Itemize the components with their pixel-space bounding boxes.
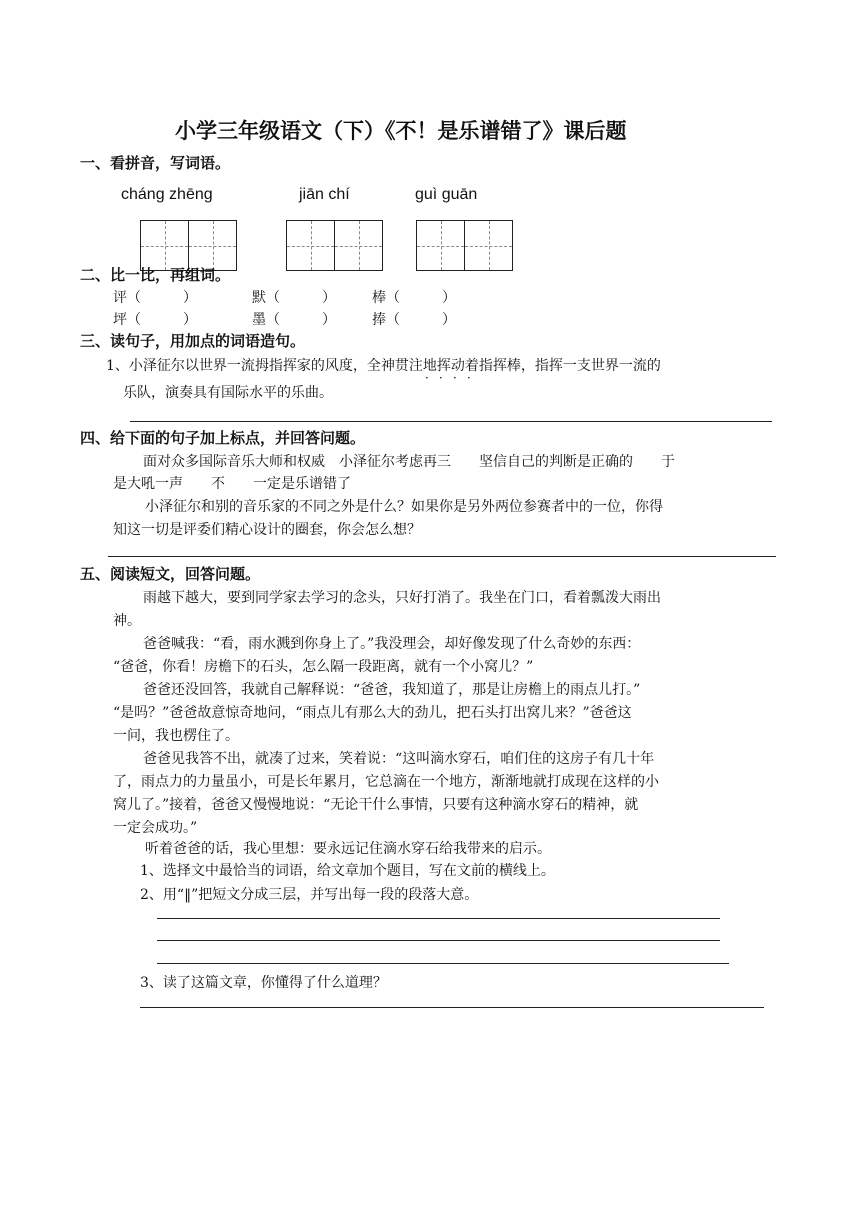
reading-line: 爸爸喊我：“看，雨水溅到你身上了。”我没理会，却好像发现了什么奇妙的东西： — [143, 636, 641, 652]
answer-line[interactable] — [157, 918, 720, 919]
compare-item: 墨（ ） — [252, 312, 336, 328]
reading-line: 雨越下越大，要到同学家去学习的念头，只好打消了。我坐在门口，看着瓢泼大雨出 — [143, 590, 661, 606]
answer-line[interactable] — [130, 421, 772, 422]
reading-line: 爸爸见我答不出，就凑了过来，笑着说：“这叫滴水穿石，咱们住的这房子有几十年 — [143, 751, 655, 767]
answer-line[interactable] — [108, 556, 776, 557]
emphasis-dot: · — [467, 371, 471, 385]
question-3: 3、读了这篇文章，你懂得了什么道理？ — [140, 975, 387, 991]
compare-item: 评（ ） — [113, 290, 197, 306]
passage-line: 是大吼一声 不 一定是乐谱错了 — [113, 476, 351, 492]
pinyin-2: jiān chí — [299, 186, 350, 203]
section-3-heading: 三、读句子，用加点的词语造句。 — [80, 332, 306, 350]
reading-line: “爸爸，你看！房檐下的石头，怎么隔一段距离，就有一个小窝儿？” — [113, 659, 534, 675]
reading-line: 窝儿了。”接着，爸爸又慢慢地说：“无论干什么事情，只要有这种滴水穿石的精神，就 — [113, 797, 639, 813]
section-1-heading: 一、看拼音，写词语。 — [80, 154, 231, 172]
compare-item: 棒（ ） — [372, 290, 456, 306]
reading-line: 听着爸爸的话，我心里想：要永远记住滴水穿石给我带来的启示。 — [145, 841, 551, 857]
emphasis-dot: · — [453, 371, 457, 385]
compare-item: 捧（ ） — [372, 312, 456, 328]
reading-line: 一定会成功。” — [113, 820, 198, 836]
question-line: 知这一切是评委们精心设计的圈套，你会怎么想？ — [113, 522, 421, 538]
section-2-heading: 二、比一比，再组词。 — [80, 266, 231, 284]
passage-line: 面对众多国际音乐大师和权威 小泽征尔考虑再三 坚信自己的判断是正确的 于 — [143, 454, 675, 470]
reading-line: 了，雨点力的力量虽小，可是长年累月，它总滴在一个地方，渐渐地就打成现在这样的小 — [113, 774, 659, 790]
writing-grid-3[interactable] — [416, 220, 513, 271]
question-1: 1、选择文中最恰当的词语，给文章加个题目，写在文前的横线上。 — [140, 863, 555, 879]
reading-line: 神。 — [113, 613, 141, 629]
sentence-line: 乐队，演奏具有国际水平的乐曲。 — [123, 385, 333, 401]
answer-line[interactable] — [140, 1007, 764, 1008]
answer-line[interactable] — [157, 963, 729, 964]
section-4-heading: 四、给下面的句子加上标点，并回答问题。 — [80, 429, 366, 447]
pinyin-3: guì guān — [415, 186, 478, 203]
reading-line: 爸爸还没回答，我就自己解释说：“爸爸，我知道了，那是让房檐上的雨点儿打。” — [143, 682, 641, 698]
section-5-heading: 五、阅读短文，回答问题。 — [80, 565, 261, 583]
answer-line[interactable] — [157, 940, 720, 941]
compare-item: 默（ ） — [252, 290, 336, 306]
writing-grid-2[interactable] — [286, 220, 383, 271]
pinyin-1: cháng zhēng — [121, 186, 213, 203]
reading-line: “是吗？”爸爸故意惊奇地问，“雨点儿有那么大的劲儿，把石头打出窝儿来？”爸爸这 — [113, 705, 632, 721]
emphasis-dot: · — [439, 371, 443, 385]
compare-item: 坪（ ） — [113, 312, 197, 328]
page-title: 小学三年级语文（下）《不！是乐谱错了》课后题 — [175, 119, 627, 143]
question-line: 小泽征尔和别的音乐家的不同之外是什么？如果你是另外两位参赛者中的一位，你得 — [145, 499, 663, 515]
emphasis-dot: · — [425, 371, 429, 385]
reading-line: 一问，我也楞住了。 — [113, 728, 239, 744]
sentence-line: 1、小泽征尔以世界一流拇指挥家的风度，全神贯注地挥动着指挥棒，指挥一支世界一流的 — [106, 358, 661, 374]
question-2: 2、用“‖”把短文分成三层，并写出每一段的段落大意。 — [140, 887, 479, 903]
